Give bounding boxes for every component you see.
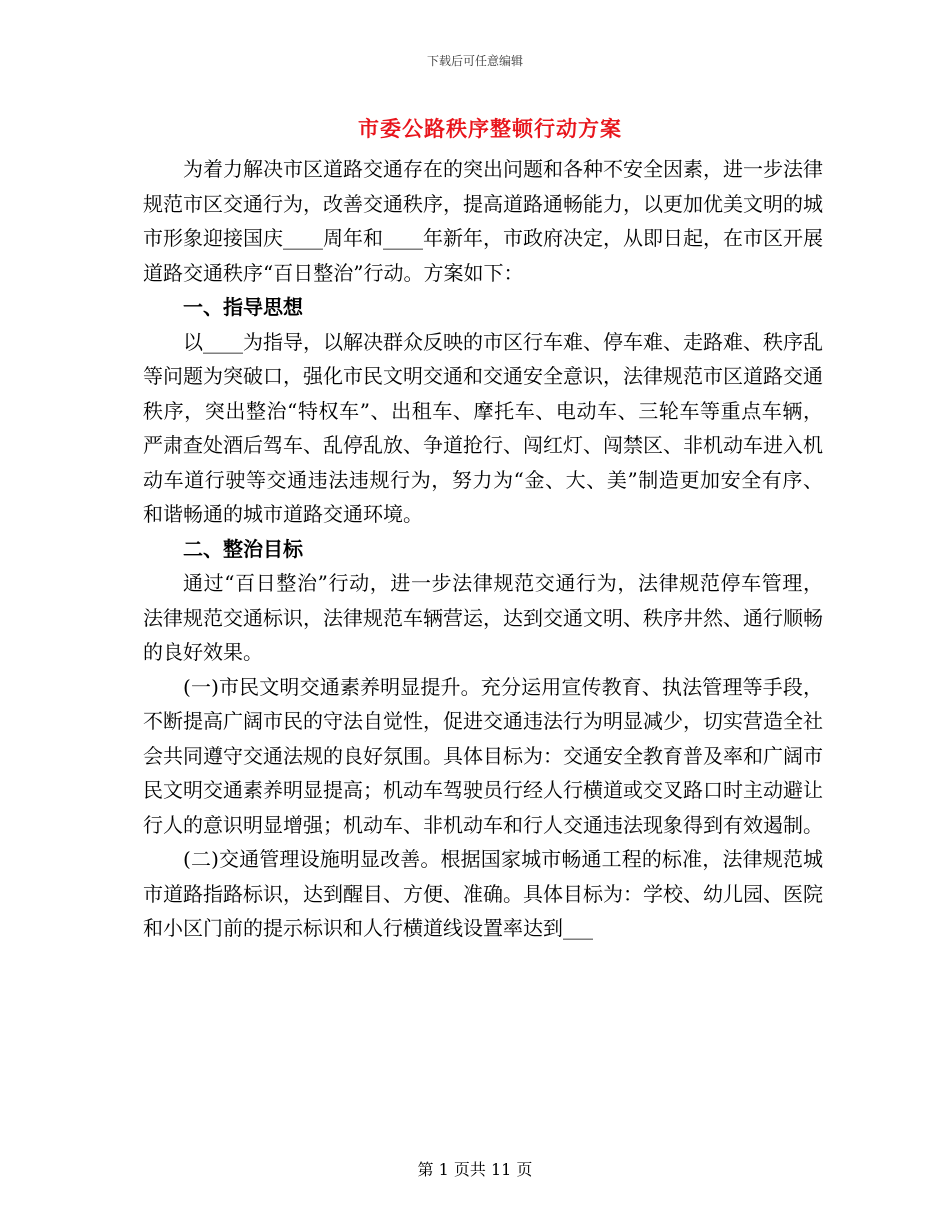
document-title: 市委公路秩序整顿行动方案	[358, 116, 622, 141]
paragraph-goals: 通过“百日整治”行动，进一步法律规范交通行为，法律规范停车管理，法律规范交通标识，法律规范车辆营运，达到交通文明、秩序井然、通行顺畅的良好效果。	[143, 571, 823, 664]
header-note: 下载后可任意编辑	[426, 54, 523, 68]
paragraph-goal-2: (二)交通管理设施明显改善。根据国家城市畅通工程的标准，法律规范城市道路指路标识，达到醒目、方便、准确。具体目标为：学校、幼儿园、医院和小区门前的提示标识和人行横道线设置率达到___	[143, 847, 823, 940]
page-footer: 第 1 页共 11 页	[417, 1160, 533, 1179]
paragraph-intro: 为着力解决市区道路交通存在的突出问题和各种不安全因素，进一步法律规范市区交通行为，改善交通秩序，提高道路通畅能力，以更加优美文明的城市形象迎接国庆____周年和____年新年，市政府决定，从即日起，在市区开展道路交通秩序“百日整治”行动。方案如下：	[143, 157, 823, 285]
section-heading-1: 一、指导思想	[183, 295, 303, 319]
paragraph-goal-1: (一)市民文明交通素养明显提升。充分运用宣传教育、执法管理等手段，不断提高广阔市民的守法自觉性，促进交通违法行为明显减少，切实营造全社会共同遵守交通法规的良好氛围。具体目标为：交通安全教育普及率和广阔市民文明交通素养明显提高；机动车驾驶员行经人行横道或交叉路口时主动避让行人的意识明显增强；机动车、非机动车和行人交通违法现象得到有效遏制。	[143, 674, 823, 837]
document-body	[143, 152, 823, 946]
paragraph-guiding: 以____为指导，以解决群众反映的市区行车难、停车难、走路难、秩序乱等问题为突破口，强化市民文明交通和交通安全意识，法律规范市区道路交通秩序，突出整治“特权车”、出租车、摩托车、电动车、三轮车等重点车辆，严肃查处酒后驾车、乱停乱放、争道抢行、闯红灯、闯禁区、非机动车进入机动车道行驶等交通违法违规行为，努力为“金、大、美”制造更加安全有序、和谐畅通的城市道路交通环境。	[143, 329, 823, 526]
section-heading-2: 二、整治目标	[183, 536, 303, 561]
